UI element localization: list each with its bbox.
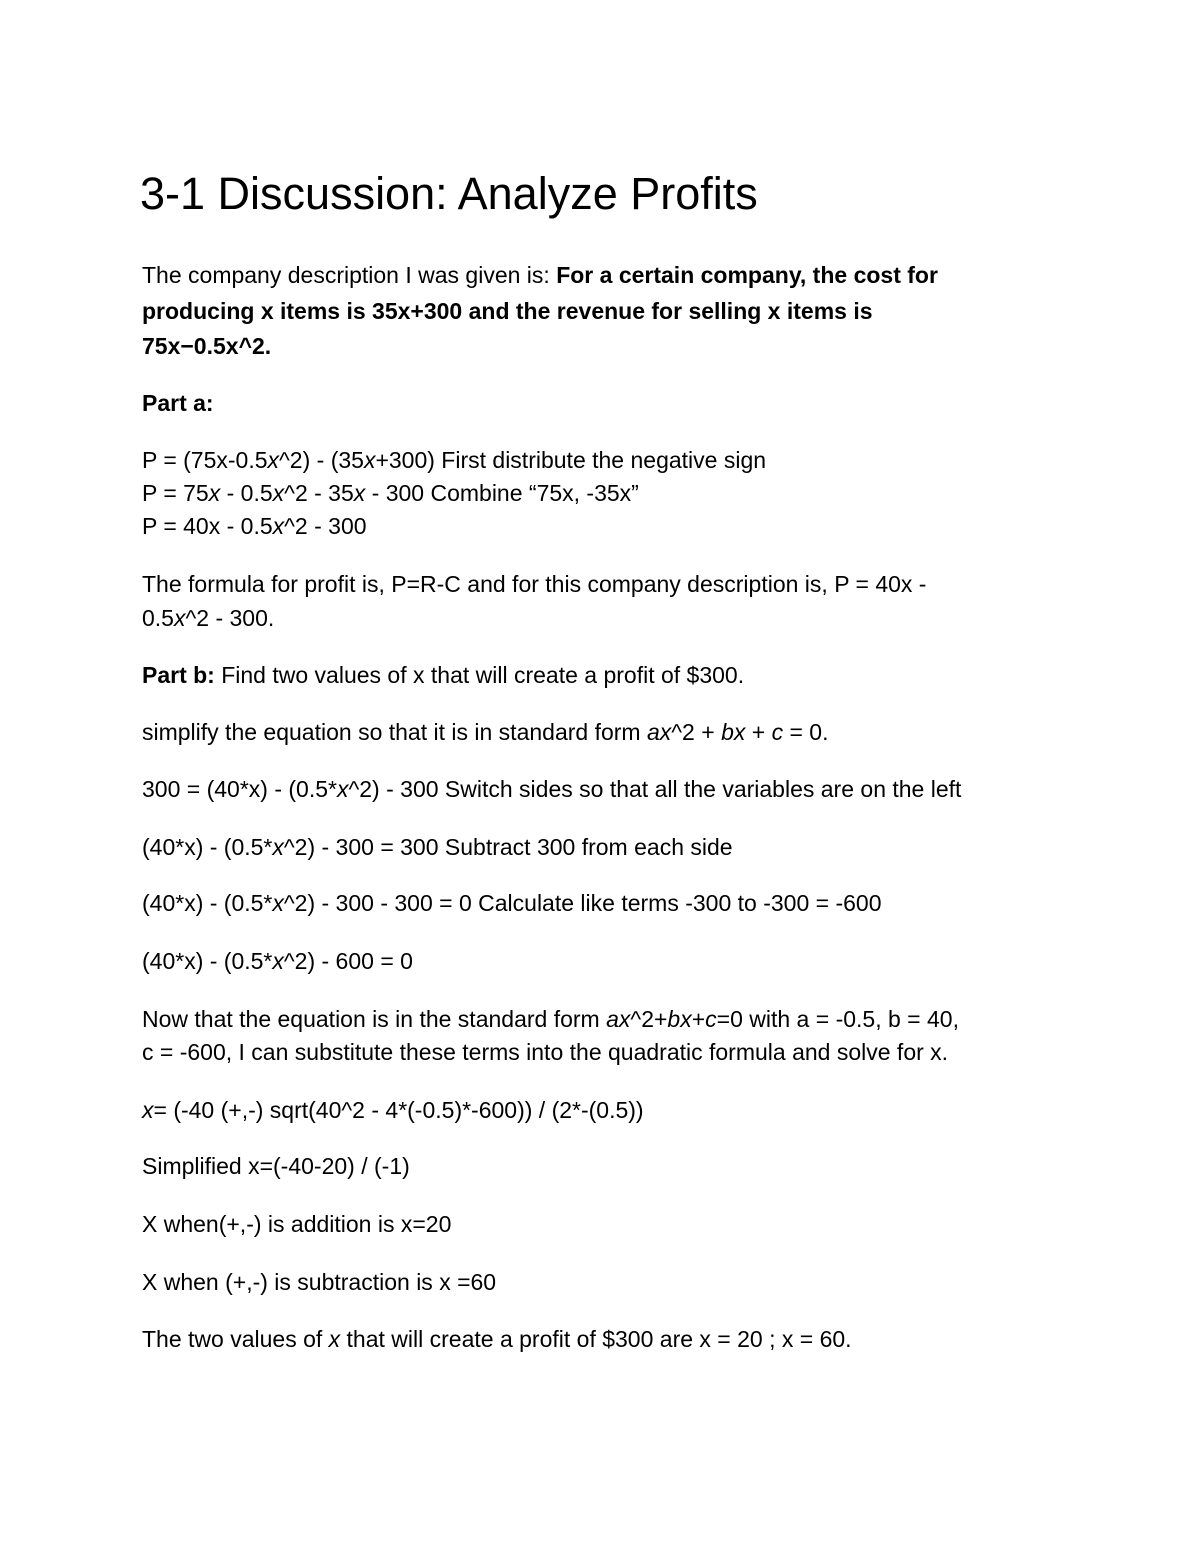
standard1-var-bx: bx [667, 1006, 692, 1032]
equation-step-1 [142, 776, 961, 802]
standard1-text-a: Now that the equation is in the standard form [142, 1006, 607, 1032]
step3-var-x: x [272, 513, 285, 539]
intro-line-2: producing x items is 35x+300 and the revenue for selling x items is [142, 298, 873, 324]
standard1-var-c: c [705, 1006, 717, 1032]
quadratic-text: = (-40 (+,-) sqrt(40^2 - 4*(-0.5)*-600)) / (2*-(0.5)) [153, 1097, 644, 1123]
eq4-text-c: ^2) - 600 = 0 [283, 948, 413, 974]
eq4-var-x: x [272, 948, 284, 974]
eq1-var-x: x [336, 776, 349, 802]
step1-var-x: x [267, 447, 280, 473]
eq3-var-x: x [272, 890, 284, 916]
simplify-text-e: + [745, 719, 772, 745]
standard1-text-c: ^2+ [630, 1006, 668, 1032]
eq2-text-a: (40*x) - (0.5* [142, 834, 273, 860]
part-b-line [142, 662, 744, 688]
simplified-line: Simplified x=(-40-20) / (-1) [142, 1153, 410, 1179]
eq3-text-c: ^2) - 300 - 300 = 0 Calculate like terms -300 to -300 = -600 [283, 890, 882, 916]
step1-var-x2: x [363, 447, 376, 473]
step1-text-c: ^2) - (35 [279, 447, 364, 473]
eq4-text-a: (40*x) - (0.5* [142, 948, 273, 974]
addition-result: X when(+,-) is addition is x=20 [142, 1211, 452, 1237]
part-a-step-1 [142, 447, 766, 473]
standard1-text-e: + [691, 1006, 706, 1032]
eq1-text-c: ^2) - 300 Switch sides so that all the variables are on the left [348, 776, 962, 802]
equation-step-2 [142, 834, 733, 860]
profit-formula-line-2 [142, 605, 274, 631]
standard1-var-ax: ax [606, 1006, 631, 1032]
equation-step-4 [142, 948, 413, 974]
simplify-var-c: c [771, 719, 784, 745]
conclusion-var-x: x [328, 1326, 341, 1352]
simplify-text-c: ^2 + [671, 719, 722, 745]
eq2-text-c: ^2) - 300 = 300 Subtract 300 from each side [283, 834, 733, 860]
intro-bold-1: For a certain company, the cost for [556, 262, 938, 288]
conclusion-text-c: that will create a profit of $300 are x = 20 ; x = 60. [340, 1326, 852, 1352]
intro-line-3: 75x−0.5x^2. [142, 333, 272, 359]
formula2-text-c: ^2 - 300. [185, 605, 275, 631]
eq3-text-a: (40*x) - (0.5* [142, 890, 273, 916]
quadratic-var-x: x [142, 1097, 154, 1123]
simplify-text-g: = 0. [783, 719, 829, 745]
step2-var-x2: x [272, 480, 285, 506]
document-title: 3-1 Discussion: Analyze Profits [140, 168, 758, 219]
standard1-text-g: =0 with a = -0.5, b = 40, [716, 1006, 959, 1032]
intro-prefix: The company description I was given is: [142, 262, 557, 288]
simplify-var-ax: ax [646, 719, 672, 745]
quadratic-formula [142, 1097, 644, 1123]
subtraction-result: X when (+,-) is subtraction is x =60 [142, 1269, 497, 1295]
standard-form-line-1 [142, 1006, 959, 1032]
profit-formula-line-1: The formula for profit is, P=R-C and for this company description is, P = 40x - [142, 571, 927, 597]
step1-text-e: +300) First distribute the negative sign [375, 447, 767, 473]
simplify-var-bx: bx [721, 719, 746, 745]
step2-text-c: - 0.5 [220, 480, 273, 506]
part-a-heading: Part a: [142, 390, 214, 416]
part-a-step-2 [142, 480, 639, 506]
formula2-var-x: x [173, 605, 186, 631]
step1-text-a: P = (75x-0.5 [142, 447, 268, 473]
standard-form-instruction [142, 719, 828, 745]
step2-var-x: x [208, 480, 221, 506]
part-a-step-3 [142, 513, 367, 539]
step3-text-a: P = 40x - 0.5 [142, 513, 273, 539]
step2-text-a: P = 75 [142, 480, 209, 506]
step2-text-g: - 300 Combine “75x, -35x” [365, 480, 639, 506]
standard-form-line-2: c = -600, I can substitute these terms into the quadratic formula and solve for x. [142, 1039, 949, 1065]
step3-text-c: ^2 - 300 [284, 513, 367, 539]
step2-text-e: ^2 - 35 [284, 480, 354, 506]
formula2-text-a: 0.5 [142, 605, 174, 631]
conclusion-line [142, 1326, 852, 1352]
part-b-heading: Part b: [142, 662, 215, 688]
step2-var-x3: x [353, 480, 366, 506]
part-b-prompt: Find two values of x that will create a profit of $300. [214, 662, 745, 688]
simplify-text-a: simplify the equation so that it is in standard form [142, 719, 647, 745]
intro-line-1 [142, 262, 938, 288]
eq1-text-a: 300 = (40*x) - (0.5* [142, 776, 337, 802]
conclusion-text-a: The two values of [142, 1326, 329, 1352]
eq2-var-x: x [272, 834, 284, 860]
equation-step-3 [142, 890, 881, 916]
